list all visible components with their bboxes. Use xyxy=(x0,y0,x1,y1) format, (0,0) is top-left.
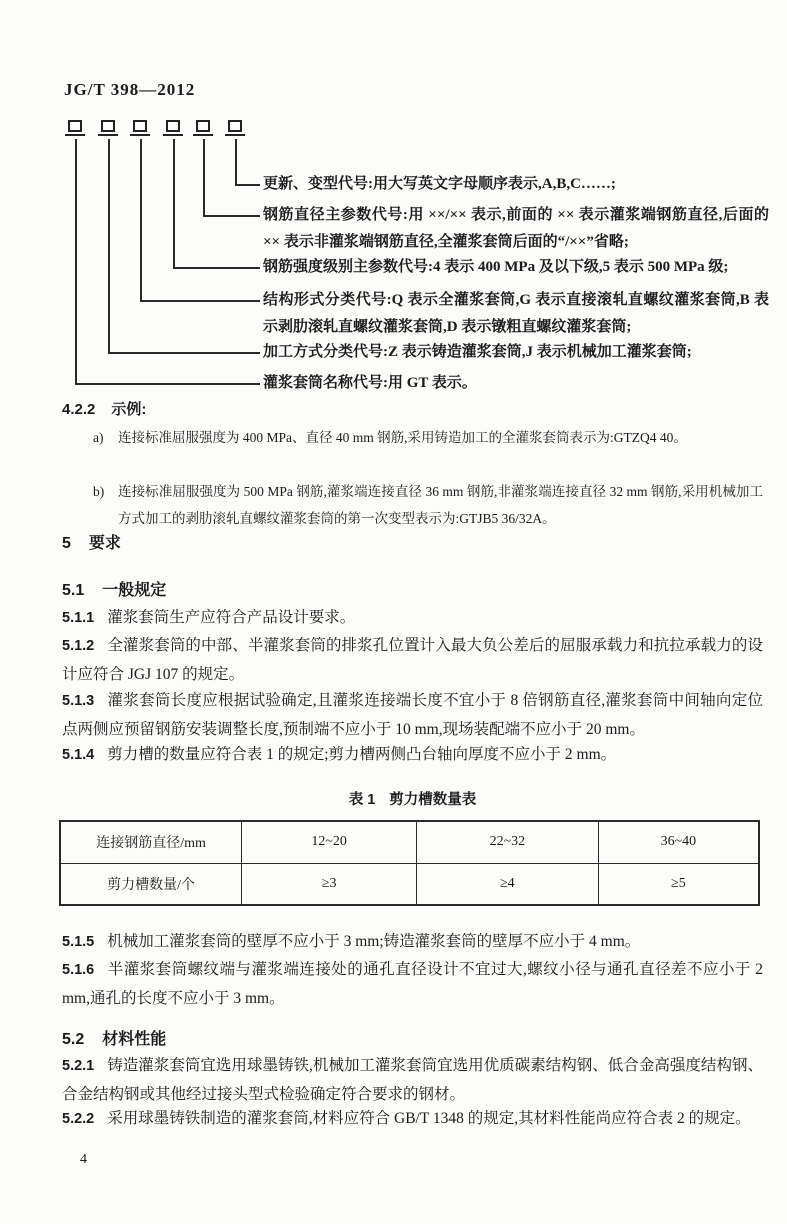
page-number: 4 xyxy=(80,1152,87,1167)
example-item-label: b) xyxy=(93,484,105,499)
connector-line xyxy=(140,139,142,300)
example-item-text: 连接标准屈服强度为 500 MPa 钢筋,灌浆端连接直径 36 mm 钢筋,非灌浆端连接直径 32 mm 钢筋,采用机械加工方式加工的剥肋滚轧直螺纹灌浆套筒的第一次变型表示为:GTJB5 36/32A。 xyxy=(118,484,763,526)
section-heading-title: 要求 xyxy=(88,535,121,552)
code-box xyxy=(166,120,180,132)
example-item-label: a) xyxy=(93,430,104,445)
diagram-label: 更新、变型代号:用大写英文字母顺序表示,A,B,C……; xyxy=(263,176,616,192)
diagram-label: 钢筋直径主参数代号:用 ××/×× 表示,前面的 ×× 表示灌浆端钢筋直径,后面的 ×× 表示非灌浆端钢筋直径,全灌浆套筒后面的“/××”省略; xyxy=(263,207,769,250)
clause-text: 半灌浆套筒螺纹端与灌浆端连接处的通孔直径设计不宜过大,螺纹小径与通孔直径差不应小于 2 mm,通孔的长度不应小于 3 mm。 xyxy=(62,961,763,1007)
connector-line xyxy=(173,139,175,267)
clause xyxy=(62,687,763,743)
clause-text: 采用球墨铸铁制造的灌浆套筒,材料应符合 GB/T 1348 的规定,其材料性能尚应符合表 2 的规定。 xyxy=(107,1110,751,1127)
table-cell: ≥3 xyxy=(242,863,417,905)
example-item xyxy=(62,424,763,451)
clause xyxy=(62,1105,763,1134)
subsection-heading-number: 5.1 xyxy=(62,582,85,599)
diagram-label: 加工方式分类代号:Z 表示铸造灌浆套筒,J 表示机械加工灌浆套筒; xyxy=(263,344,692,360)
table-cell: 12~20 xyxy=(242,821,417,863)
table-caption-title: 剪力槽数量表 xyxy=(389,792,477,808)
table-cell: ≥4 xyxy=(416,863,598,905)
subsection-heading xyxy=(62,1026,763,1049)
table-row xyxy=(60,863,759,905)
clause-number: 5.1.4 xyxy=(62,747,95,763)
clause-number: 5.1.5 xyxy=(62,934,95,950)
table-row xyxy=(60,821,759,863)
code-box xyxy=(101,120,115,132)
clause xyxy=(62,604,763,633)
example-heading-number: 4.2.2 xyxy=(62,401,96,418)
clause-text: 灌浆套筒生产应符合产品设计要求。 xyxy=(107,609,356,626)
clause-text: 全灌浆套筒的中部、半灌浆套筒的排浆孔位置计入最大负公差后的屈服承载力和抗拉承载力的设计应符合 JGJ 107 的规定。 xyxy=(62,637,763,683)
code-box xyxy=(68,120,82,132)
clause xyxy=(62,632,763,688)
subsection-heading-title: 一般规定 xyxy=(102,582,167,599)
section-heading-number: 5 xyxy=(62,535,71,552)
connector-line xyxy=(75,139,77,383)
table-cell: 连接钢筋直径/mm xyxy=(60,821,242,863)
clause xyxy=(62,956,763,1012)
table-caption xyxy=(62,788,763,809)
standard-number: JG/T 398—2012 xyxy=(64,80,196,99)
clause-text: 机械加工灌浆套筒的壁厚不应小于 3 mm;铸造灌浆套筒的壁厚不应小于 4 mm。 xyxy=(107,933,641,950)
table-cell: 剪力槽数量/个 xyxy=(60,863,242,905)
connector-line xyxy=(140,300,260,302)
connector-line xyxy=(235,184,260,186)
section-heading xyxy=(62,530,763,553)
clause-number: 5.1.3 xyxy=(62,693,95,709)
clause-number: 5.2.2 xyxy=(62,1111,95,1127)
code-box xyxy=(133,120,147,132)
example-heading xyxy=(62,398,763,419)
example-item xyxy=(62,478,763,532)
clause-text: 剪力槽的数量应符合表 1 的规定;剪力槽两侧凸台轴向厚度不应小于 2 mm。 xyxy=(107,746,617,763)
clause xyxy=(62,1052,763,1108)
clause xyxy=(62,741,763,770)
clause-number: 5.1.2 xyxy=(62,638,95,654)
subsection-heading-number: 5.2 xyxy=(62,1031,85,1048)
connector-line xyxy=(108,352,260,354)
table-caption-label: 表 1 xyxy=(348,792,376,808)
clause-number: 5.1.6 xyxy=(62,962,95,978)
connector-line xyxy=(203,139,205,215)
clause-number: 5.1.1 xyxy=(62,610,95,626)
diagram-label: 结构形式分类代号:Q 表示全灌浆套筒,G 表示直接滚轧直螺纹灌浆套筒,B 表示剥肋滚轧直螺纹灌浆套筒,D 表示镦粗直螺纹灌浆套筒; xyxy=(263,292,769,335)
connector-line xyxy=(108,139,110,352)
connector-line xyxy=(203,215,260,217)
subsection-heading-title: 材料性能 xyxy=(102,1031,167,1048)
table-cell: ≥5 xyxy=(598,863,759,905)
clause xyxy=(62,928,763,957)
clause-text: 灌浆套筒长度应根据试验确定,且灌浆连接端长度不宜小于 8 倍钢筋直径,灌浆套筒中间轴向定位点两侧应预留钢筋安装调整长度,预制端不应小于 10 mm,现场装配端不应小于 20 mm。 xyxy=(62,692,763,738)
diagram-label: 钢筋强度级别主参数代号:4 表示 400 MPa 及以下级,5 表示 500 MPa 级; xyxy=(263,259,729,275)
clause-text: 铸造灌浆套筒宜选用球墨铸铁,机械加工灌浆套筒宜选用优质碳素结构钢、低合金高强度结构钢、合金结构钢或其他经过接头型式检验确定符合要求的钢材。 xyxy=(62,1057,763,1103)
code-box xyxy=(196,120,210,132)
clause-number: 5.2.1 xyxy=(62,1058,95,1074)
table-cell: 36~40 xyxy=(598,821,759,863)
subsection-heading xyxy=(62,577,763,600)
example-item-text: 连接标准屈服强度为 400 MPa、直径 40 mm 钢筋,采用铸造加工的全灌浆套筒表示为:GTZQ4 40。 xyxy=(118,430,687,445)
example-heading-title: 示例: xyxy=(111,401,147,418)
diagram-label: 灌浆套筒名称代号:用 GT 表示。 xyxy=(263,375,477,391)
connector-line xyxy=(235,139,237,184)
code-box xyxy=(228,120,242,132)
code-designation-diagram xyxy=(62,118,768,400)
connector-line xyxy=(173,267,260,269)
shear-groove-table xyxy=(59,820,760,906)
table-cell: 22~32 xyxy=(416,821,598,863)
connector-line xyxy=(75,383,260,385)
